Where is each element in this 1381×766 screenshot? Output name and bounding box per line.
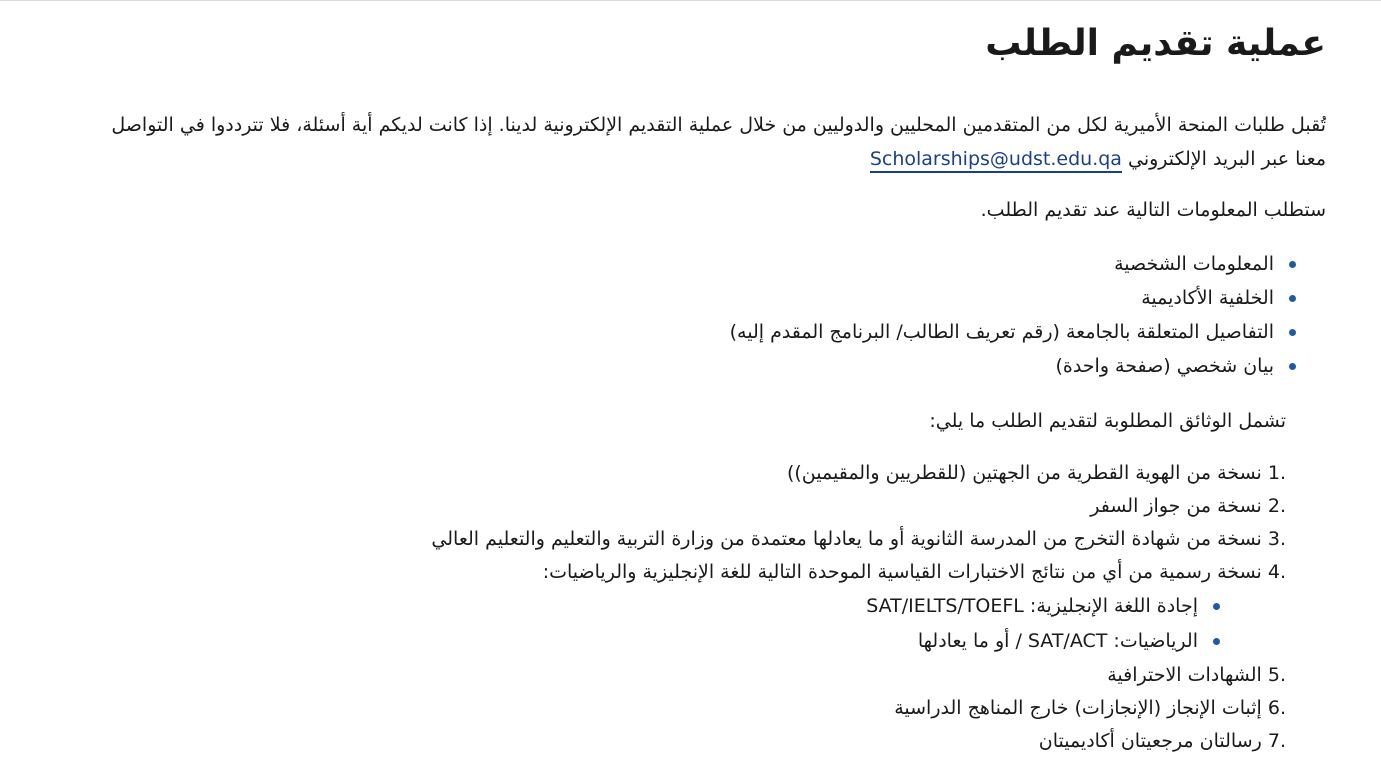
documents-list (431, 457, 1286, 758)
list-item: الخلفية الأكاديمية (730, 281, 1274, 315)
list-item: 3. نسخة من شهادة التخرج من المدرسة الثانوية أو ما يعادلها معتمدة من وزارة التربية والتعليم والتعليم العالي (431, 528, 1286, 550)
bullet-icon (1289, 261, 1296, 268)
list-item: 6. إثبات الإنجاز (الإنجازات) خارج المناهج الدراسية (894, 697, 1286, 719)
bullet-icon (1289, 329, 1296, 336)
top-divider (0, 0, 1381, 1)
bullet-icon (1213, 638, 1220, 645)
intro-paragraph (96, 108, 1326, 176)
list-item: 2. نسخة من جواز السفر (1090, 495, 1286, 517)
required-info-intro: ستطلب المعلومات التالية عند تقديم الطلب. (980, 199, 1326, 221)
bullet-icon (1289, 363, 1296, 370)
list-item: بيان شخصي (صفحة واحدة) (730, 349, 1274, 383)
page-title: عملية تقديم الطلب (985, 23, 1326, 64)
list-item: إجادة اللغة الإنجليزية: SAT/IELTS/TOEFL (431, 589, 1198, 624)
list-item: الرياضيات: SAT/ACT / أو ما يعادلها (431, 624, 1198, 659)
email-link[interactable]: Scholarships@udst.edu.qa (870, 148, 1122, 173)
list-item: 1. نسخة من الهوية القطرية من الجهتين (للقطريين والمقيمين)) (786, 462, 1286, 484)
list-item: التفاصيل المتعلقة بالجامعة (رقم تعريف الطالب/ البرنامج المقدم إليه) (730, 315, 1274, 349)
list-item: المعلومات الشخصية (730, 247, 1274, 281)
test-sublist (431, 589, 1286, 659)
intro-text: تُقبل طلبات المنحة الأميرية لكل من المتقدمين المحليين والدوليين من خلال عملية التقديم الإلكترونية لدينا. إذا كانت لديكم أية أسئلة، فلا تترددوا في التواصل معنا عبر البريد الإلكتروني (111, 114, 1326, 170)
bullet-icon (1213, 603, 1220, 610)
documents-intro: تشمل الوثائق المطلوبة لتقديم الطلب ما يلي: (929, 410, 1286, 432)
info-list (730, 247, 1274, 383)
list-item: 4. نسخة رسمية من أي من نتائج الاختبارات القياسية الموحدة التالية للغة الإنجليزية والرياضيات: إجادة اللغة الإنجليزية: SAT/IELTS/TOEFL الرياضيات: SAT/ACT / أو ما يعادلها (431, 556, 1286, 659)
list-item: 5. الشهادات الاحترافية (1107, 664, 1286, 686)
bullet-icon (1289, 295, 1296, 302)
list-item: 7. رسالتان مرجعيتان أكاديميتان (1038, 730, 1286, 752)
